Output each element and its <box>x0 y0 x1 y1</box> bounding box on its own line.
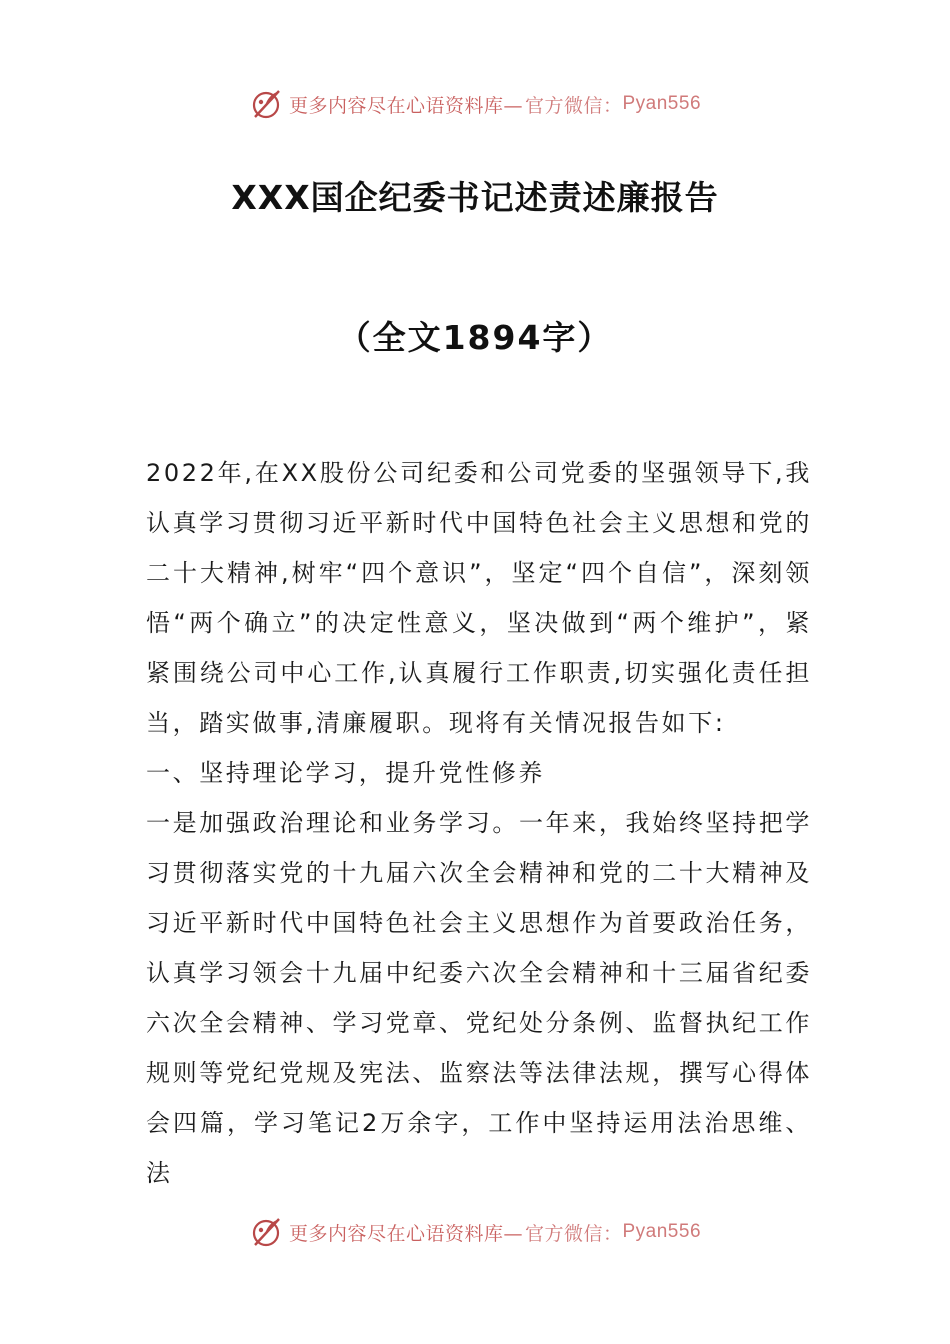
body-paragraph: 一是加强政治理论和业务学习。一年来，我始终坚持把学习贯彻落实党的十九届六次全会精神和党的二十大精神及习近平新时代中国特色社会主义思想作为首要政治任务，认真学习领会十九届中纪委六次全会精神和十三届省纪委六次全会精神、学习党章、党纪处分条例、监督执纪工作规则等党纪党规及宪法、监察法等法律法规，撰写心得体会四篇，学习笔记2万余字，工作中坚持运用法治思维、法 <box>146 809 812 1187</box>
section-heading: 一、坚持理论学习，提升党性修养 <box>146 759 545 787</box>
footer-watermark <box>0 1210 950 1254</box>
document-body <box>146 448 812 1198</box>
quill-logo-icon <box>249 1214 285 1250</box>
watermark-text: 更多内容尽在心语资料库— <box>288 94 523 117</box>
watermark-wechat-label: 官方微信： <box>524 94 623 117</box>
document-title: XXX国企纪委书记述责述廉报告 <box>231 178 719 217</box>
watermark-handle: Pyan556 <box>622 93 702 114</box>
watermark-wechat-label: 官方微信： <box>524 1222 623 1245</box>
watermark-text: 更多内容尽在心语资料库— <box>288 1222 523 1245</box>
quill-logo-icon <box>249 86 285 122</box>
document-subtitle: （全文1894字） <box>337 318 613 357</box>
header-watermark <box>0 82 950 126</box>
watermark-handle: Pyan556 <box>622 1221 702 1242</box>
body-paragraph: 2022年,在XX股份公司纪委和公司党委的坚强领导下,我认真学习贯彻习近平新时代中国特色社会主义思想和党的二十大精神,树牢“四个意识”，坚定“四个自信”，深刻领悟“两个确立”的决定性意义，坚决做到“两个维护”，紧紧围绕公司中心工作,认真履行工作职责,切实强化责任担当，踏实做事,清廉履职。现将有关情况报告如下: <box>146 459 812 737</box>
